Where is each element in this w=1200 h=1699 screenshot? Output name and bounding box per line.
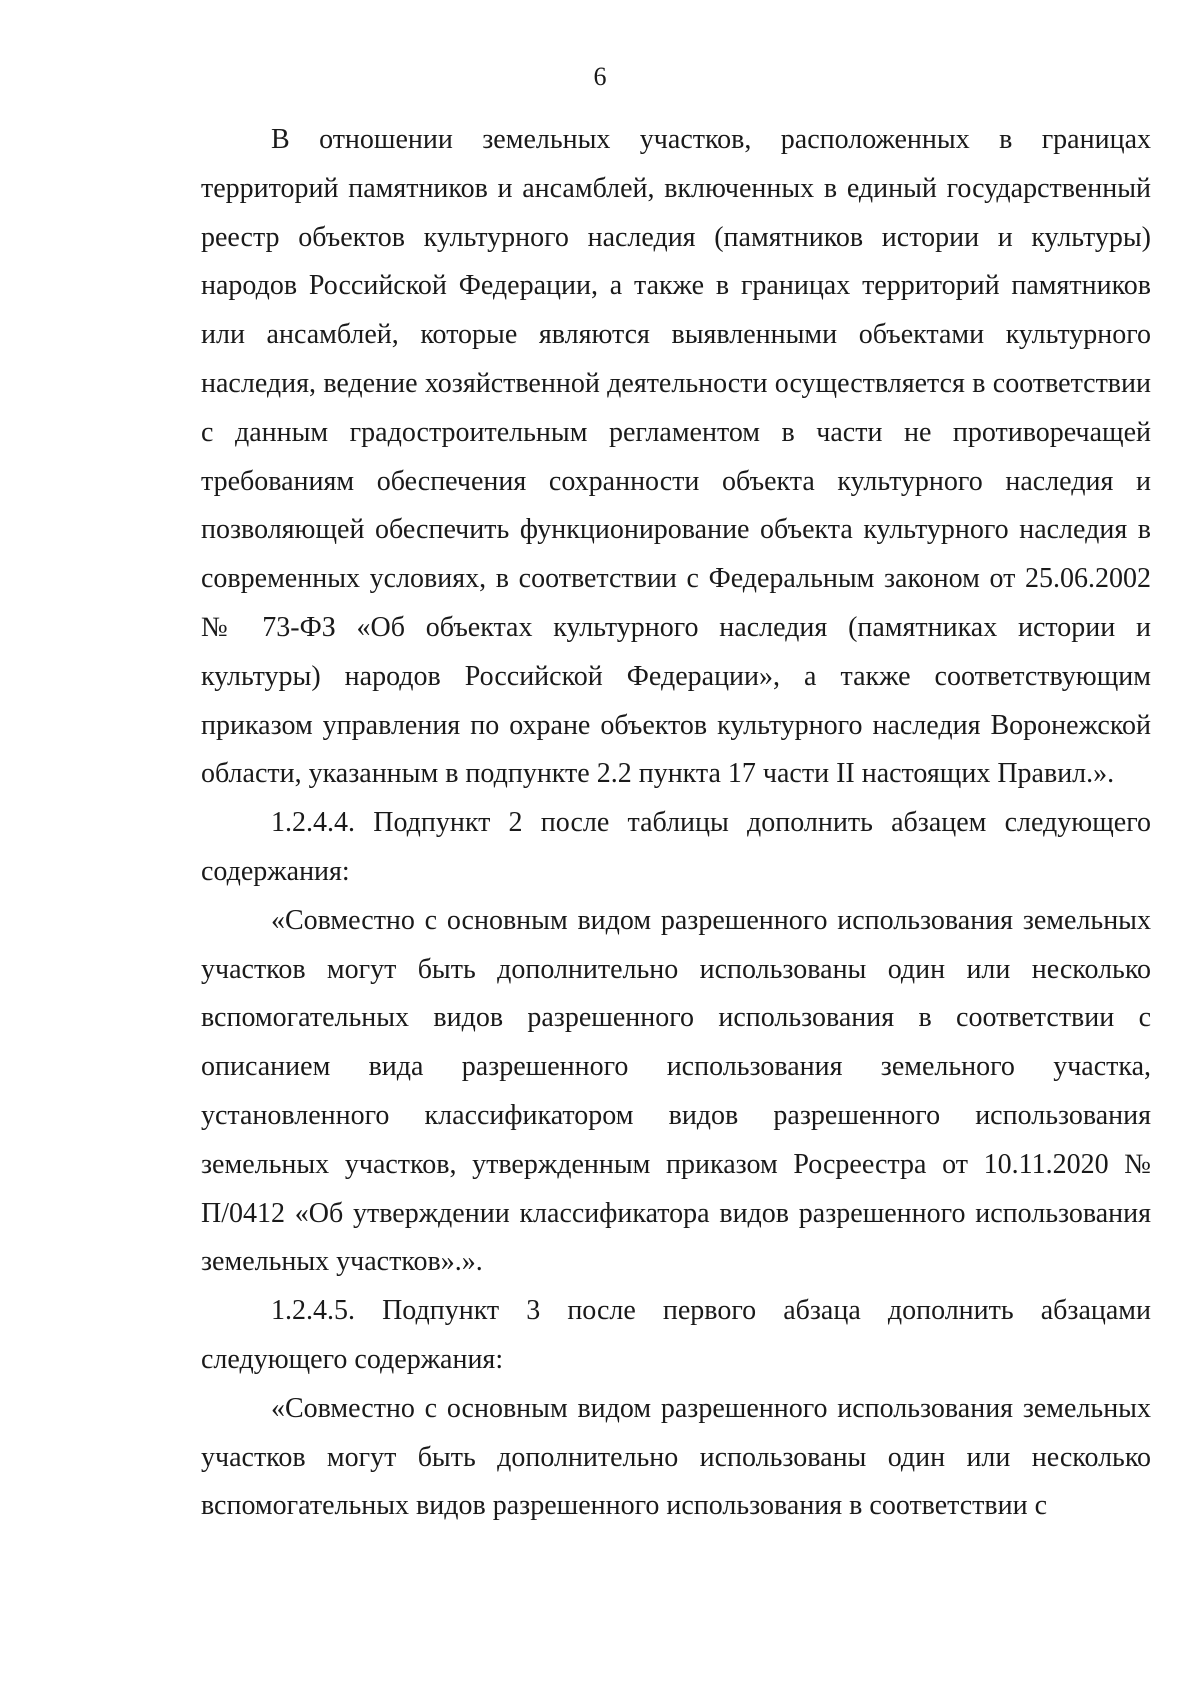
page-number: 6 <box>593 62 607 91</box>
paragraph-quote-subitem-3: «Совместно с основным видом разрешенного использования земельных участков могут быть дополнительно использованы один или несколько вспомогательных видов разрешенного использования в соответствии с <box>201 1392 1151 1522</box>
document-body <box>201 116 1151 1531</box>
paragraph-quote-subitem-2: «Совместно с основным видом разрешенного использования земельных участков могут быть дополнительно использованы один или несколько вспомогательных видов разрешенного использования в соответствии с описанием вида разрешенного использования земельного участка, установленного классификатором видов разрешенного использования земельных участков, утвержденным приказом Росреестра от 10.11.2020 № П/0412 «Об утверждении классификатора видов разрешенного использования земельных участков».». <box>201 904 1151 1278</box>
paragraph-cultural-heritage: В отношении земельных участков, расположенных в границах территорий памятников и ансамблей, включенных в единый государственный реестр объектов культурного наследия (памятников истории и культуры) народов Российской Федерации, а также в границах территорий памятников или ансамблей, которые являются выявленными объектами культурного наследия, ведение хозяйственной деятельности осуществляется в соответствии с данным градостроительным регламентом в части не противоречащей требованиям обеспечения сохранности объекта культурного наследия и позволяющей обеспечить функционирование объекта культурного наследия в современных условиях, в соответствии с Федеральным законом от 25.06.2002 № 73-ФЗ «Об объектах культурного наследия (памятниках истории и культуры) народов Российской Федерации», а также соответствующим приказом управления по охране объектов культурного наследия Воронежской области, указанным в подпункте 2.2 пункта 17 части II настоящих Правил.». <box>201 124 1151 790</box>
paragraph-1-2-4-5: 1.2.4.5. Подпункт 3 после первого абзаца дополнить абзацами следующего содержания: <box>201 1295 1151 1375</box>
paragraph-1-2-4-4: 1.2.4.4. Подпункт 2 после таблицы дополнить абзацем следующего содержания: <box>201 807 1151 887</box>
